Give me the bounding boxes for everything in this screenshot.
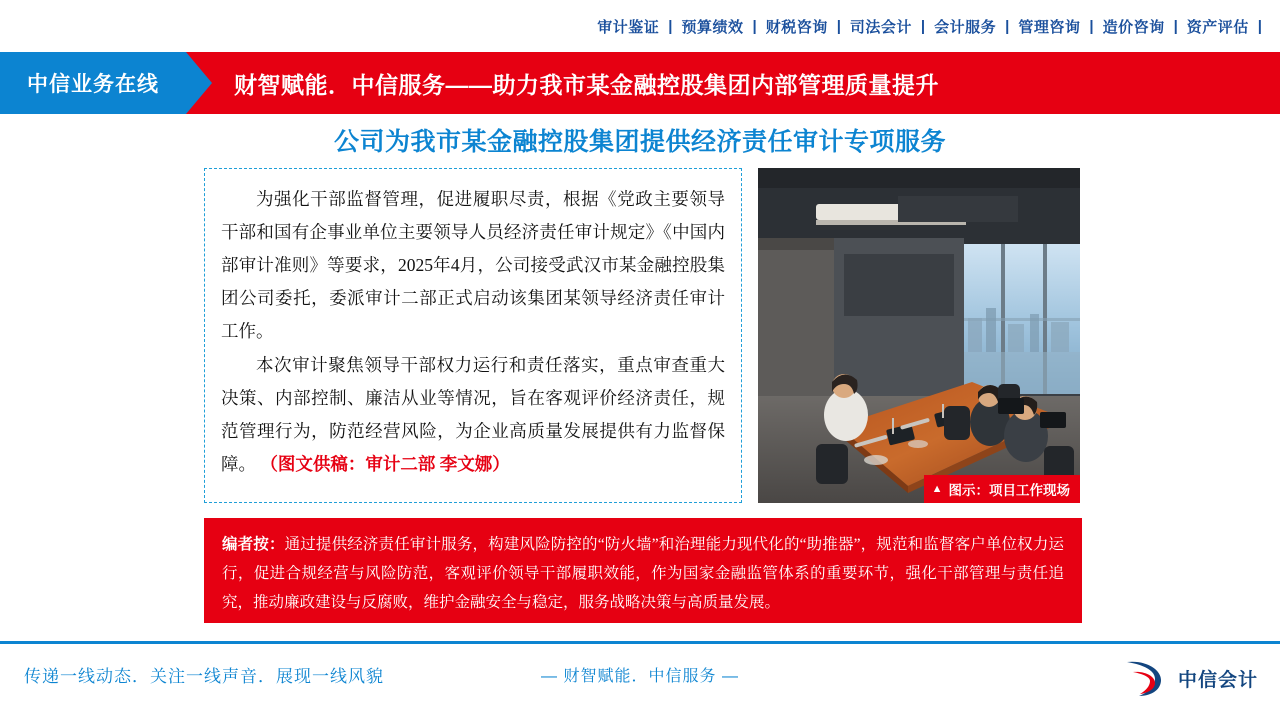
nav-separator: | bbox=[836, 17, 841, 35]
photo-caption-text: 图示：项目工作现场 bbox=[948, 483, 1070, 498]
brand-badge bbox=[0, 52, 186, 114]
nav-separator: | bbox=[1005, 17, 1010, 35]
nav-separator: | bbox=[920, 17, 926, 35]
nav-separator: | bbox=[1089, 17, 1094, 35]
top-navigation-items bbox=[588, 16, 1262, 37]
editor-note-body: 通过提供经济责任审计服务，构建风险防控的“防火墙”和治理能力现代化的“助推器”，规范和监督客户单位权力运行，促进合规经营与风险防范，客观评价领导干部履职效能，作为国家金融监管体系的重要环节，强化干部管理与责任追究，推动廉政建设与反腐败，维护金融安全与稳定，服务战略决策与高质量发展。 bbox=[222, 536, 1064, 611]
nav-item-1[interactable]: 预算绩效 bbox=[681, 18, 744, 36]
page-title: 公司为我市某金融控股集团提供经济责任审计专项服务 bbox=[333, 128, 946, 156]
article-credit: （图文供稿：审计二部 李文娜） bbox=[260, 454, 510, 474]
company-logo-icon bbox=[1121, 656, 1169, 700]
meeting-photo-image bbox=[758, 168, 1080, 503]
editor-note bbox=[204, 518, 1082, 623]
meeting-photo bbox=[758, 168, 1080, 503]
nav-separator: | bbox=[668, 17, 673, 35]
nav-item-7[interactable]: 资产评估 bbox=[1186, 18, 1249, 36]
banner-title: 财智赋能．中信服务——助力我市某金融控股集团内部管理质量提升 bbox=[234, 71, 939, 98]
footer-logo bbox=[1121, 656, 1258, 700]
editor-note-text bbox=[222, 536, 1064, 611]
photo-caption bbox=[924, 475, 1080, 503]
editor-note-label: 编者按： bbox=[222, 536, 285, 553]
article-paragraph-2-text: 本次审计聚焦领导干部权力运行和责任落实，重点审查重大决策、内部控制、廉洁从业等情况，旨在客观评价经济责任，规范管理行为，防范经营风险，为企业高质量发展提供有力监督保障。 bbox=[221, 355, 725, 474]
nav-item-6[interactable]: 造价咨询 bbox=[1102, 18, 1165, 36]
brand-badge-label: 中信业务在线 bbox=[27, 73, 159, 96]
article-text-card bbox=[204, 168, 742, 503]
nav-separator: | bbox=[1173, 17, 1178, 35]
footer-slogan-left: 传递一线动态．关注一线声音．展现一线风貌 bbox=[24, 667, 384, 686]
nav-separator: | bbox=[752, 17, 757, 35]
nav-item-3[interactable]: 司法会计 bbox=[849, 18, 912, 36]
top-navigation bbox=[0, 0, 1280, 52]
nav-item-5[interactable]: 管理咨询 bbox=[1018, 18, 1081, 36]
content-area bbox=[204, 168, 1082, 508]
headline-banner bbox=[0, 52, 1280, 114]
nav-separator: | bbox=[1257, 17, 1262, 35]
triangle-marker-icon: ▲ bbox=[931, 482, 943, 495]
nav-item-0[interactable]: 审计鉴证 bbox=[597, 18, 660, 36]
footer-logo-text: 中信会计 bbox=[1177, 669, 1258, 691]
footer bbox=[0, 644, 1280, 720]
article-paragraph-1: 为强化干部监督管理，促进履职尽责，根据《党政主要领导干部和国有企事业单位主要领导人员经济责任审计规定》《中国内部审计准则》等要求，2025年4月，公司接受武汉市某金融控股集团公司委托，委派审计二部正式启动该集团某领导经济责任审计工作。 bbox=[221, 189, 725, 341]
nav-item-4[interactable]: 会计服务 bbox=[934, 18, 997, 36]
article-paragraph-2 bbox=[221, 349, 725, 481]
footer-slogan-center: — 财智赋能．中信服务 — bbox=[541, 668, 739, 685]
nav-item-2[interactable]: 财税咨询 bbox=[765, 18, 828, 36]
